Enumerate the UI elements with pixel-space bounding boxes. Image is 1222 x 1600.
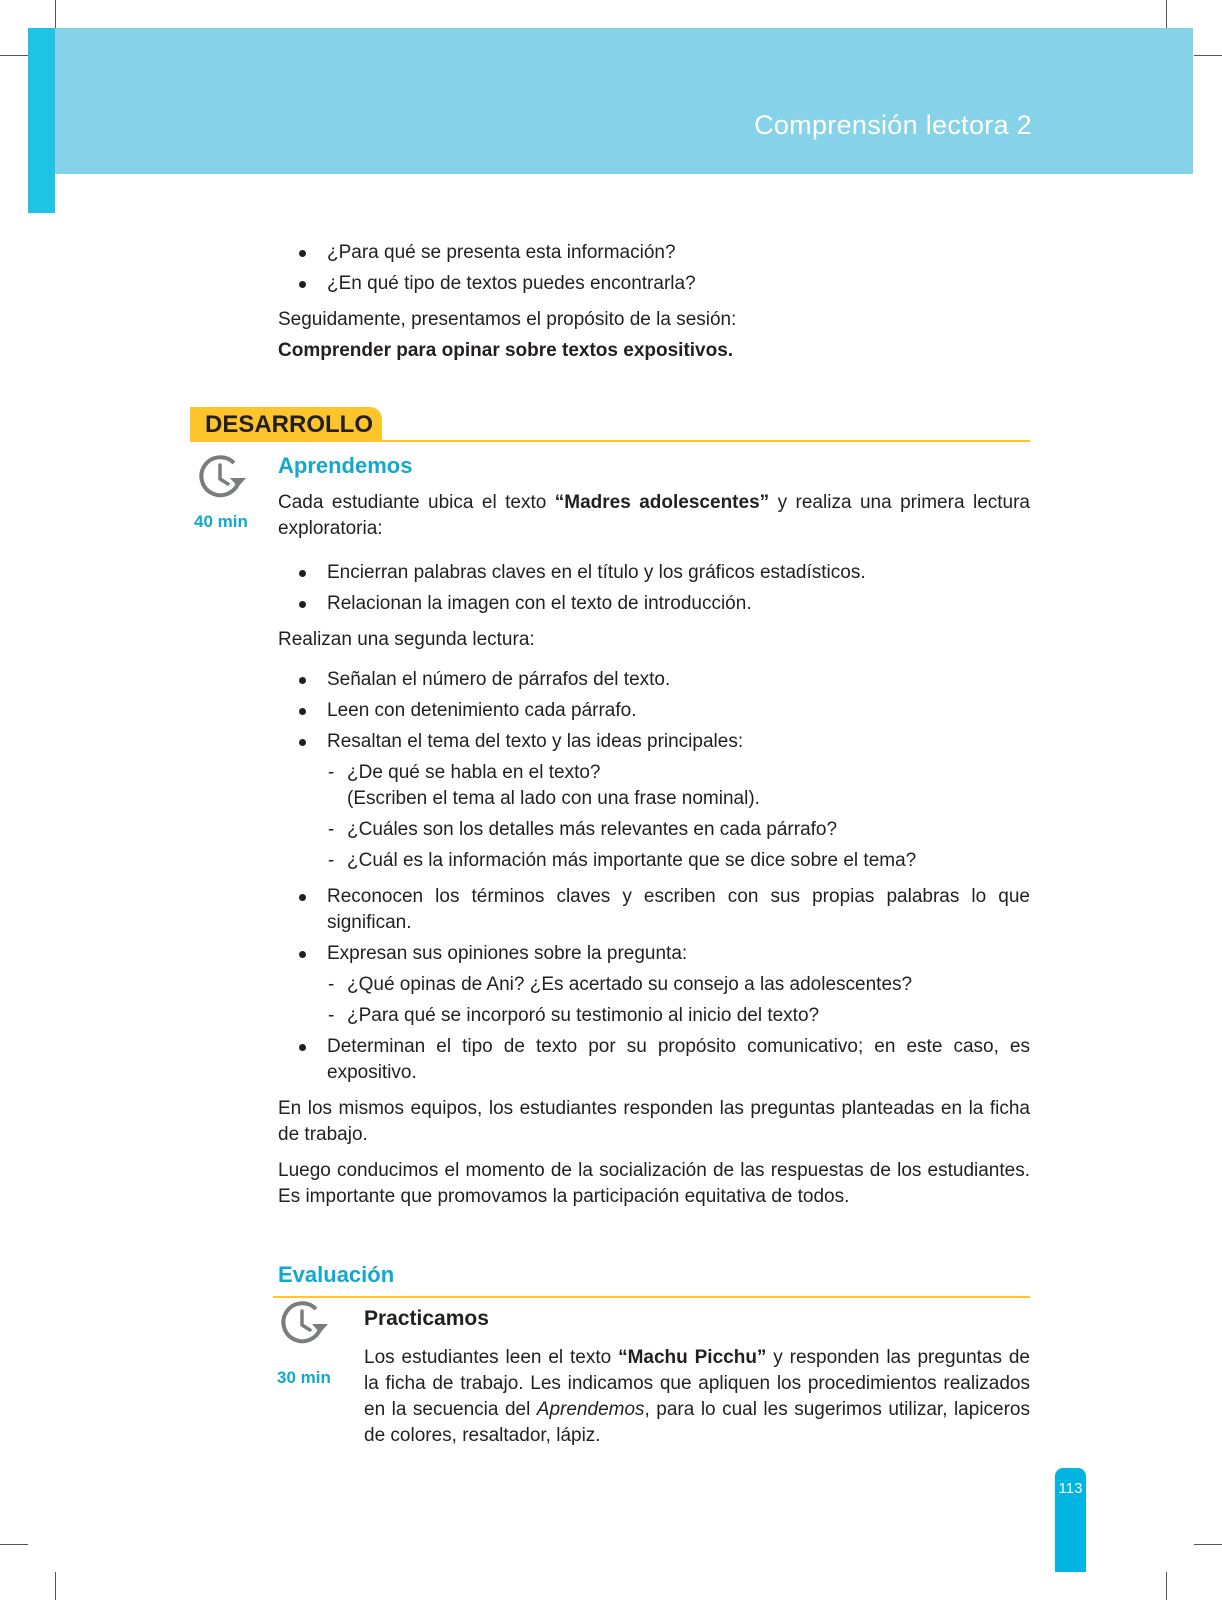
second-reading-lead: Realizan una segunda lectura: [278, 629, 535, 650]
section-label: DESARROLLO [205, 411, 373, 438]
clock-icon [278, 1300, 330, 1346]
sub-item: - ¿Qué opinas de Ani? ¿Es acertado su consejo a las adolescentes? [327, 972, 1030, 998]
purpose-lead: Seguidamente, presentamos el propósito de la sesión: [278, 309, 737, 330]
crop-mark [1194, 55, 1222, 56]
desarrollo-body [278, 490, 1030, 1220]
list-item: Reconocen los términos claves y escriben con sus propias palabras lo que significan. [278, 884, 1030, 936]
sub-item: - ¿De qué se habla en el texto? (Escriben el tema al lado con una frase nominal). [327, 760, 1030, 812]
crop-mark [0, 55, 28, 56]
page-number: 113 [1058, 1480, 1083, 1497]
clock-icon [196, 454, 248, 500]
intro-section [278, 240, 1030, 374]
list-item: Leen con detenimiento cada párrafo. [278, 698, 1030, 724]
list-item: ¿En qué tipo de textos puedes encontrarla? [278, 271, 1030, 297]
heading-evaluacion: Evaluación [278, 1262, 395, 1287]
session-purpose: Comprender para opinar sobre textos expositivos. [278, 340, 734, 361]
sub-item: - ¿Cuáles son los detalles más relevantes en cada párrafo? [327, 817, 1030, 843]
crop-mark [1194, 1544, 1222, 1545]
duration-label: 40 min [194, 512, 248, 531]
intro-questions [278, 240, 1030, 297]
first-reading-intro: Cada estudiante ubica el texto “Madres adolescentes” y realiza una primera lectura exploratoria: [278, 492, 1030, 539]
sub-question-list [327, 760, 1030, 874]
paragraph: Luego conducimos el momento de la socialización de las respuestas de los estudiantes. Es importante que promovamos la participación equitativa de todos. [278, 1160, 1030, 1207]
list-item: Señalan el número de párrafos del texto. [278, 667, 1030, 693]
list-item: Determinan el tipo de texto por su propósito comunicativo; en este caso, es expositivo. [278, 1034, 1030, 1086]
header-band [55, 28, 1193, 174]
crop-mark [0, 1544, 28, 1545]
section-tab-desarrollo [190, 407, 382, 442]
crop-mark [55, 0, 56, 28]
list-item: Encierran palabras claves en el título y los gráficos estadísticos. [278, 560, 1030, 586]
page-number-tab [1055, 1468, 1086, 1572]
list-item: Relacionan la imagen con el texto de introducción. [278, 591, 1030, 617]
evaluacion-body [364, 1345, 1030, 1459]
duration-label: 30 min [277, 1368, 331, 1387]
section-divider [190, 440, 1030, 442]
heading-practicamos: Practicamos [364, 1307, 489, 1330]
practice-instructions: Los estudiantes leen el texto “Machu Picchu” y responden las preguntas de la ficha de trabajo. Les indicamos que apliquen los procedimientos realizados en la secuencia del Aprendemos, para lo cual les sugerimos utilizar, lapiceros de colores, resaltador, lápiz. [364, 1347, 1031, 1446]
second-reading-list [278, 667, 1030, 874]
text-title: “Madres adolescentes” [554, 492, 770, 513]
heading-aprendemos: Aprendemos [278, 453, 413, 478]
sub-question-list [327, 972, 1030, 1029]
text-title: “Machu Picchu” [618, 1347, 767, 1368]
section-divider [273, 1296, 1030, 1298]
sub-item: - ¿Cuál es la información más importante que se dice sobre el tema? [327, 848, 1030, 874]
list-item: ¿Para qué se presenta esta información? [278, 240, 1030, 266]
crop-mark [1166, 0, 1167, 28]
emphasis: Aprendemos [536, 1399, 645, 1420]
crop-mark [55, 1572, 56, 1600]
crop-mark [1166, 1572, 1167, 1600]
more-activities-list [278, 884, 1030, 1086]
first-reading-list [278, 560, 1030, 617]
list-item: Resaltan el tema del texto y las ideas principales: - ¿De qué se habla en el texto? (Escriben el tema al lado con una frase nominal). - ¿Cuáles son los detalles más relevantes en cada párrafo? - ¿Cuál es la información más importante que se dice sobre el tema? [278, 729, 1030, 874]
sub-item: - ¿Para qué se incorporó su testimonio al inicio del texto? [327, 1003, 1030, 1029]
paragraph: En los mismos equipos, los estudiantes responden las preguntas planteadas en la ficha de trabajo. [278, 1098, 1030, 1145]
list-item: Expresan sus opiniones sobre la pregunta: - ¿Qué opinas de Ani? ¿Es acertado su consejo a las adolescentes? - ¿Para qué se incorporó su testimonio al inicio del texto? [278, 941, 1030, 1029]
header-accent-strip [28, 28, 55, 213]
page-header-title: Comprensión lectora 2 [754, 110, 1032, 140]
